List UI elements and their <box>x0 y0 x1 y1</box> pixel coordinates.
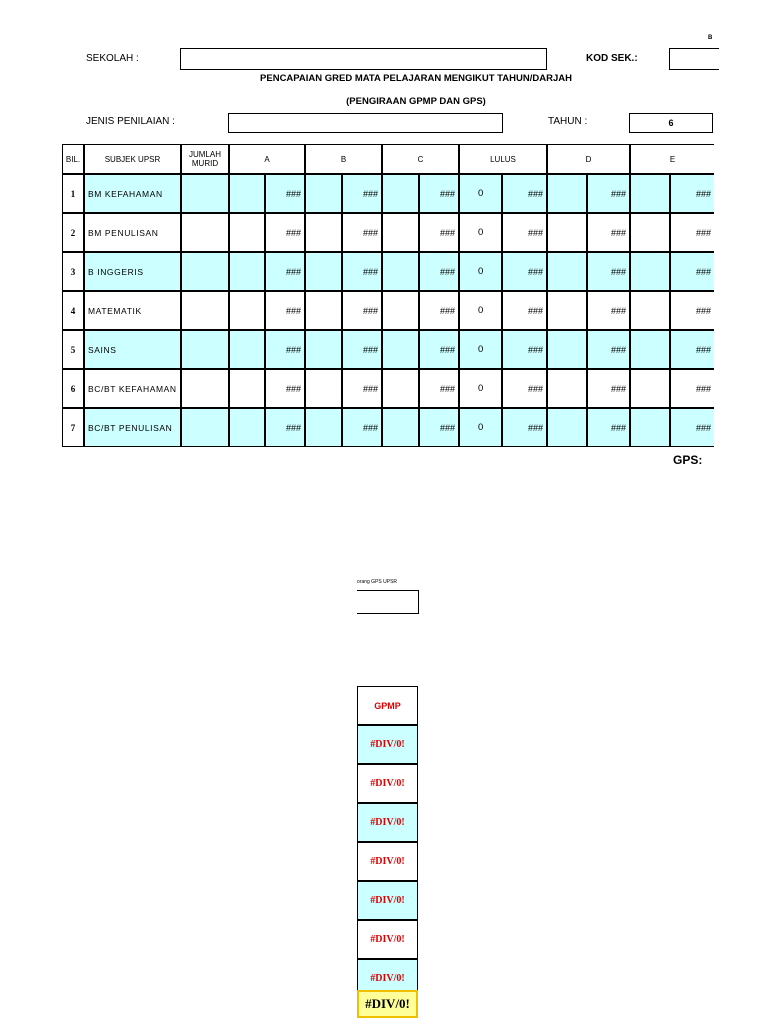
row-b-pct: ### <box>342 330 382 369</box>
gpmp-value: #DIV/0! <box>357 881 418 920</box>
jenis-penilaian-label: JENIS PENILAIAN : <box>86 116 175 127</box>
gpmp-value: #DIV/0! <box>357 842 418 881</box>
row-d-count[interactable] <box>547 291 587 330</box>
row-e-count[interactable] <box>630 174 670 213</box>
row-a-pct: ### <box>265 330 305 369</box>
row-jumlah-murid[interactable] <box>181 330 229 369</box>
row-d-count[interactable] <box>547 330 587 369</box>
row-e-count[interactable] <box>630 291 670 330</box>
sekolah-label: SEKOLAH : <box>86 53 139 64</box>
row-a-pct: ### <box>265 291 305 330</box>
row-a-pct: ### <box>265 174 305 213</box>
row-jumlah-murid[interactable] <box>181 408 229 447</box>
header-c: C <box>382 144 459 174</box>
row-d-pct: ### <box>587 330 630 369</box>
row-subject: MATEMATIK <box>84 291 181 330</box>
row-jumlah-murid[interactable] <box>181 174 229 213</box>
row-e-count[interactable] <box>630 213 670 252</box>
tahun-label: TAHUN : <box>548 116 588 127</box>
row-d-count[interactable] <box>547 408 587 447</box>
row-e-pct: ### <box>670 369 714 408</box>
row-b-count[interactable] <box>305 174 342 213</box>
row-lulus-pct: ### <box>502 252 547 291</box>
gps-label: GPS: <box>673 453 703 467</box>
jenis-penilaian-field[interactable] <box>228 113 503 133</box>
results-table <box>62 144 714 448</box>
row-b-count[interactable] <box>305 213 342 252</box>
row-d-pct: ### <box>587 291 630 330</box>
row-a-count[interactable] <box>229 213 265 252</box>
row-lulus-pct: ### <box>502 408 547 447</box>
row-e-count[interactable] <box>630 252 670 291</box>
row-d-count[interactable] <box>547 369 587 408</box>
row-c-pct: ### <box>419 291 459 330</box>
row-e-pct: ### <box>670 330 714 369</box>
row-e-count[interactable] <box>630 408 670 447</box>
row-b-pct: ### <box>342 252 382 291</box>
row-b-pct: ### <box>342 369 382 408</box>
row-jumlah-murid[interactable] <box>181 252 229 291</box>
row-d-pct: ### <box>587 174 630 213</box>
tahun-field[interactable]: 6 <box>629 113 713 133</box>
gpmp-value: #DIV/0! <box>357 803 418 842</box>
row-lulus-pct: ### <box>502 369 547 408</box>
header-d: D <box>547 144 630 174</box>
row-bil: 1 <box>62 174 84 213</box>
header-lulus: LULUS <box>459 144 547 174</box>
gpmp-value: #DIV/0! <box>357 959 418 998</box>
row-subject: BM KEFAHAMAN <box>84 174 181 213</box>
row-c-count[interactable] <box>382 330 419 369</box>
row-lulus-count: 0 <box>459 369 502 408</box>
gpmp-value: #DIV/0! <box>357 725 418 764</box>
row-bil: 5 <box>62 330 84 369</box>
table-row <box>62 213 714 252</box>
row-b-count[interactable] <box>305 252 342 291</box>
row-bil: 4 <box>62 291 84 330</box>
row-c-count[interactable] <box>382 369 419 408</box>
gps-upsr-caption: orang GPS UPSR <box>357 579 398 585</box>
row-a-pct: ### <box>265 369 305 408</box>
row-c-count[interactable] <box>382 213 419 252</box>
row-e-pct: ### <box>670 291 714 330</box>
header-bil: BIL. <box>62 144 84 174</box>
row-a-count[interactable] <box>229 252 265 291</box>
row-d-pct: ### <box>587 252 630 291</box>
gpmp-value: #DIV/0! <box>357 920 418 959</box>
row-e-pct: ### <box>670 213 714 252</box>
row-b-count[interactable] <box>305 408 342 447</box>
row-lulus-count: 0 <box>459 252 502 291</box>
row-a-count[interactable] <box>229 408 265 447</box>
row-lulus-pct: ### <box>502 213 547 252</box>
row-d-pct: ### <box>587 213 630 252</box>
row-bil: 2 <box>62 213 84 252</box>
gpmp-value: #DIV/0! <box>357 764 418 803</box>
row-a-pct: ### <box>265 252 305 291</box>
row-c-count[interactable] <box>382 291 419 330</box>
row-bil: 6 <box>62 369 84 408</box>
row-c-pct: ### <box>419 213 459 252</box>
sekolah-field[interactable] <box>180 48 547 70</box>
row-b-pct: ### <box>342 174 382 213</box>
row-b-pct: ### <box>342 213 382 252</box>
row-b-pct: ### <box>342 408 382 447</box>
row-e-pct: ### <box>670 408 714 447</box>
table-row <box>62 408 714 447</box>
row-c-pct: ### <box>419 369 459 408</box>
row-lulus-pct: ### <box>502 174 547 213</box>
row-lulus-count: 0 <box>459 408 502 447</box>
row-c-pct: ### <box>419 174 459 213</box>
header-a: A <box>229 144 305 174</box>
kod-sek-field[interactable] <box>669 48 719 70</box>
row-lulus-count: 0 <box>459 213 502 252</box>
row-a-pct: ### <box>265 213 305 252</box>
row-a-pct: ### <box>265 408 305 447</box>
row-a-count[interactable] <box>229 330 265 369</box>
row-lulus-pct: ### <box>502 291 547 330</box>
row-subject: B INGGERIS <box>84 252 181 291</box>
row-d-count[interactable] <box>547 174 587 213</box>
corner-mark: B <box>708 35 713 41</box>
row-e-count[interactable] <box>630 330 670 369</box>
row-a-count[interactable] <box>229 369 265 408</box>
kod-sek-label: KOD SEK.: <box>586 53 638 64</box>
row-subject: SAINS <box>84 330 181 369</box>
table-row <box>62 330 714 369</box>
row-e-pct: ### <box>670 174 714 213</box>
row-c-count[interactable] <box>382 174 419 213</box>
gpmp-total: #DIV/0! <box>357 990 418 1018</box>
row-jumlah-murid[interactable] <box>181 213 229 252</box>
header-jumlah-murid: JUMLAH MURID <box>181 144 229 174</box>
row-e-count[interactable] <box>630 369 670 408</box>
table-row <box>62 252 714 291</box>
row-c-count[interactable] <box>382 252 419 291</box>
table-row <box>62 174 714 213</box>
row-c-pct: ### <box>419 408 459 447</box>
header-b: B <box>305 144 382 174</box>
row-b-pct: ### <box>342 291 382 330</box>
row-b-count[interactable] <box>305 369 342 408</box>
header-e: E <box>630 144 714 174</box>
report-subtitle: (PENGIRAAN GPMP DAN GPS) <box>346 96 486 107</box>
row-subject: BC/BT KEFAHAMAN <box>84 369 181 408</box>
row-jumlah-murid[interactable] <box>181 369 229 408</box>
row-a-count[interactable] <box>229 291 265 330</box>
row-d-count[interactable] <box>547 213 587 252</box>
row-e-pct: ### <box>670 252 714 291</box>
row-d-pct: ### <box>587 369 630 408</box>
row-c-pct: ### <box>419 330 459 369</box>
row-jumlah-murid[interactable] <box>181 291 229 330</box>
gps-upsr-field[interactable] <box>357 590 419 614</box>
report-title: PENCAPAIAN GRED MATA PELAJARAN MENGIKUT TAHUN/DARJAH <box>260 73 572 84</box>
row-bil: 7 <box>62 408 84 447</box>
header-subjek: SUBJEK UPSR <box>84 144 181 174</box>
row-lulus-count: 0 <box>459 291 502 330</box>
table-row <box>62 291 714 330</box>
row-subject: BM PENULISAN <box>84 213 181 252</box>
table-row <box>62 369 714 408</box>
row-d-count[interactable] <box>547 252 587 291</box>
row-d-pct: ### <box>587 408 630 447</box>
row-subject: BC/BT PENULISAN <box>84 408 181 447</box>
row-bil: 3 <box>62 252 84 291</box>
row-c-pct: ### <box>419 252 459 291</box>
row-c-count[interactable] <box>382 408 419 447</box>
row-lulus-count: 0 <box>459 174 502 213</box>
gpmp-header: GPMP <box>357 686 418 725</box>
row-a-count[interactable] <box>229 174 265 213</box>
row-b-count[interactable] <box>305 291 342 330</box>
row-lulus-count: 0 <box>459 330 502 369</box>
row-b-count[interactable] <box>305 330 342 369</box>
row-lulus-pct: ### <box>502 330 547 369</box>
